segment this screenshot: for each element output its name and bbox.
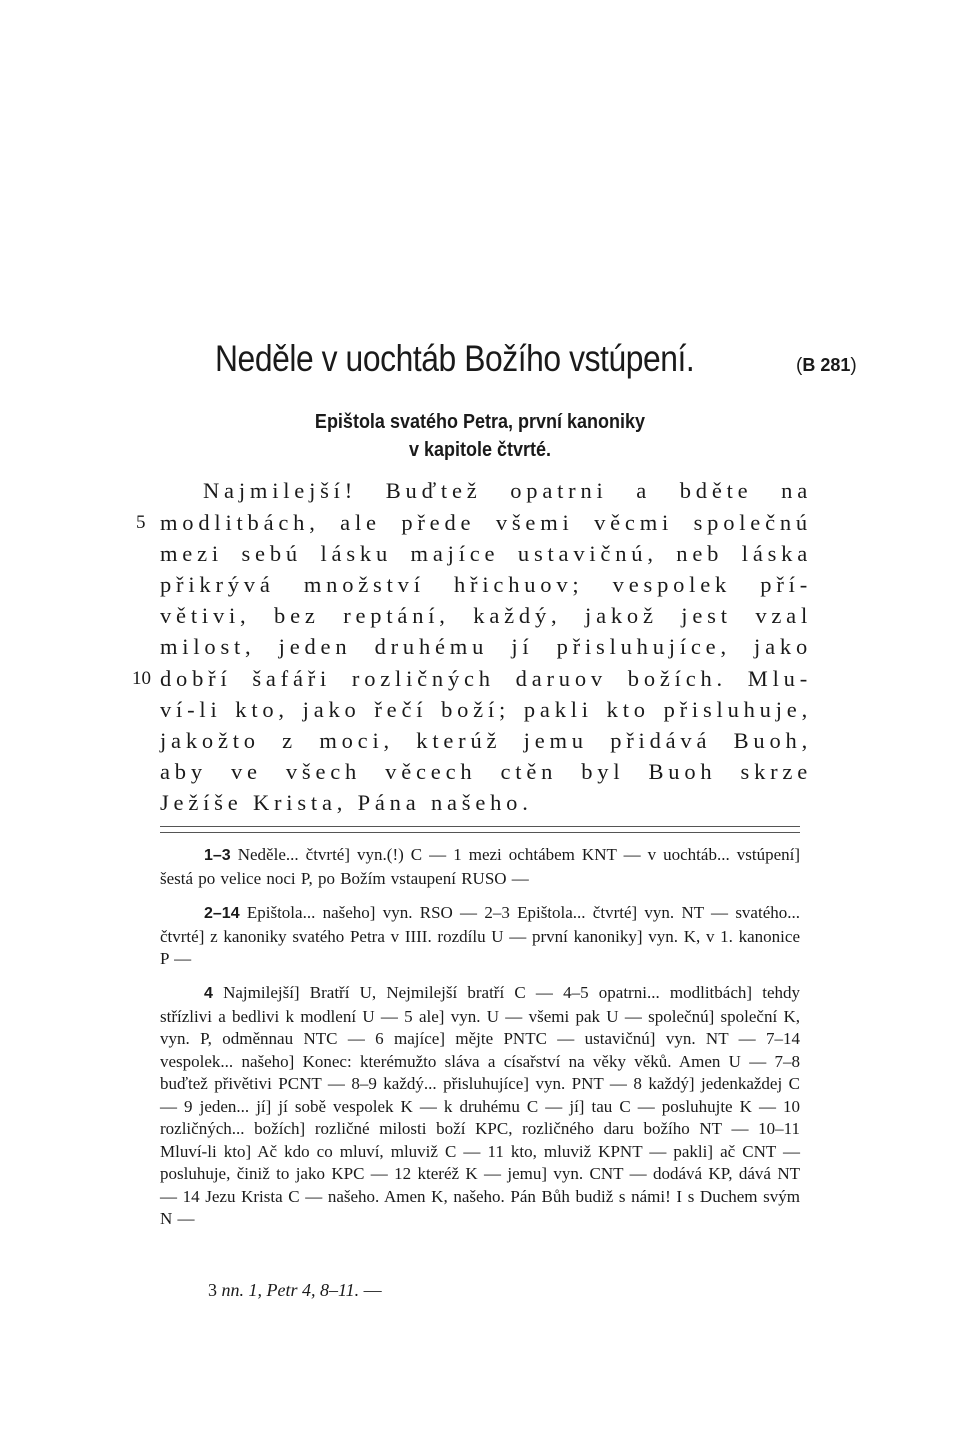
section-subtitle [160,408,800,464]
apparatus-note [160,844,800,890]
text-line: přikrývá množství hřichuov; vespolek pří- [160,572,812,597]
text-line: Najmilejší! Buďtež opatrni a bděte na [203,478,812,503]
apparatus-note [160,982,800,1231]
subtitle-line-1: Epištola svatého Petra, první kanoniky [314,411,646,433]
citation-text: nn. 1, Petr 4, 8–11. [221,1280,360,1300]
text-line: jakožto z moci, kterúž jemu přidává Buoh, [160,728,812,753]
page-reference [796,355,857,377]
apparatus-note [160,902,800,971]
note-text: Najmilejší] Bratří U, Nejmilejší bratří C — 4–5 opatrni... modlitbách] tehdy střízlivi a bedlivi k modlení U — 5 ale] vyn. U — všemi pak U — společnú] společní K, vyn. P, odměnnau NTC — 6 majíce] mějte PNTC — ustavičnú] vyn. NT — 7–14 vespolek... našeho] Konec: kterémužto sláva a císařství na věky věků. Amen U — 7–8 buďtež přivětivi PCNT — 8–9 každý... přisluhujíce] vyn. PNT — 8 každý] jedenkaždej C — 9 jeden... jí] jí sobě vespolek K — k druhému C — jí] tau C — posluhujte K — 10 rozličných... božích] rozličné milosti boží KPC, rozličného daru božího NT — 10–11 Mluví-li kto] Ač kdo co mluví, mluviž C — 11 kto, mluviž KPNT — pakli] ač CNT — posluhuje, činiž to jako KPC — 12 kteréž K — jemu] vyn. CNT — dodává KP, dává NT — 14 Jezu Krista C — našeho. Amen K, našeho. Pán Bůh budiž s námi! I s Duchem svým N — [160,983,800,1228]
separator-rule [160,832,800,833]
text-line: mezi sebú lásku majíce ustavičnú, neb láska [160,541,812,566]
text-line: aby ve všech věcech ctěn byl Buoh skrze [160,759,812,784]
ref-bold: B 281 [802,355,851,375]
note-number: 4 [204,985,213,1002]
page-title: Neděle v uochtáb Božího vstúpení. [215,338,695,379]
text-line: dobří šafáři rozličných daruov božích. Mlu- [160,666,812,691]
separator-rule [160,826,800,827]
citation-dash: — [363,1280,382,1300]
citation-number: 3 [208,1280,217,1300]
ref-close: ) [850,355,857,376]
ref-open: ( [796,355,803,376]
line-number: 5 [136,512,146,533]
note-number: 1–3 [204,847,231,864]
line-number: 10 [132,668,151,689]
subtitle-line-2: v kapitole čtvrté. [408,439,552,461]
text-line: milost, jeden druhému jí přisluhujíce, jako [160,634,812,659]
note-text: Epištola... našeho] vyn. RSO — 2–3 Epištola... čtvrté] vyn. NT — svatého... čtvrté] z kanoniky svatého Petra v IIII. rozdílu U — první kanoniky] vyn. K, v 1. kanonice P — [160,903,800,968]
text-line: Ježíše Krista, Pána našeho. [160,790,533,815]
text-line: větivi, bez reptání, každý, jakož jest vzal [160,603,812,628]
source-citation [208,1280,382,1301]
note-text: Neděle... čtvrté] vyn.(!) C — 1 mezi ochtábem KNT — v uochtáb... vstúpení] šestá po velice noci P, po Božím vstaupení RUSO — [160,845,800,888]
text-line: ví-li kto, jako řečí boží; pakli kto přisluhuje, [160,697,812,722]
note-number: 2–14 [204,905,240,922]
text-line: modlitbách, ale přede všemi věcmi společnú [160,510,812,535]
